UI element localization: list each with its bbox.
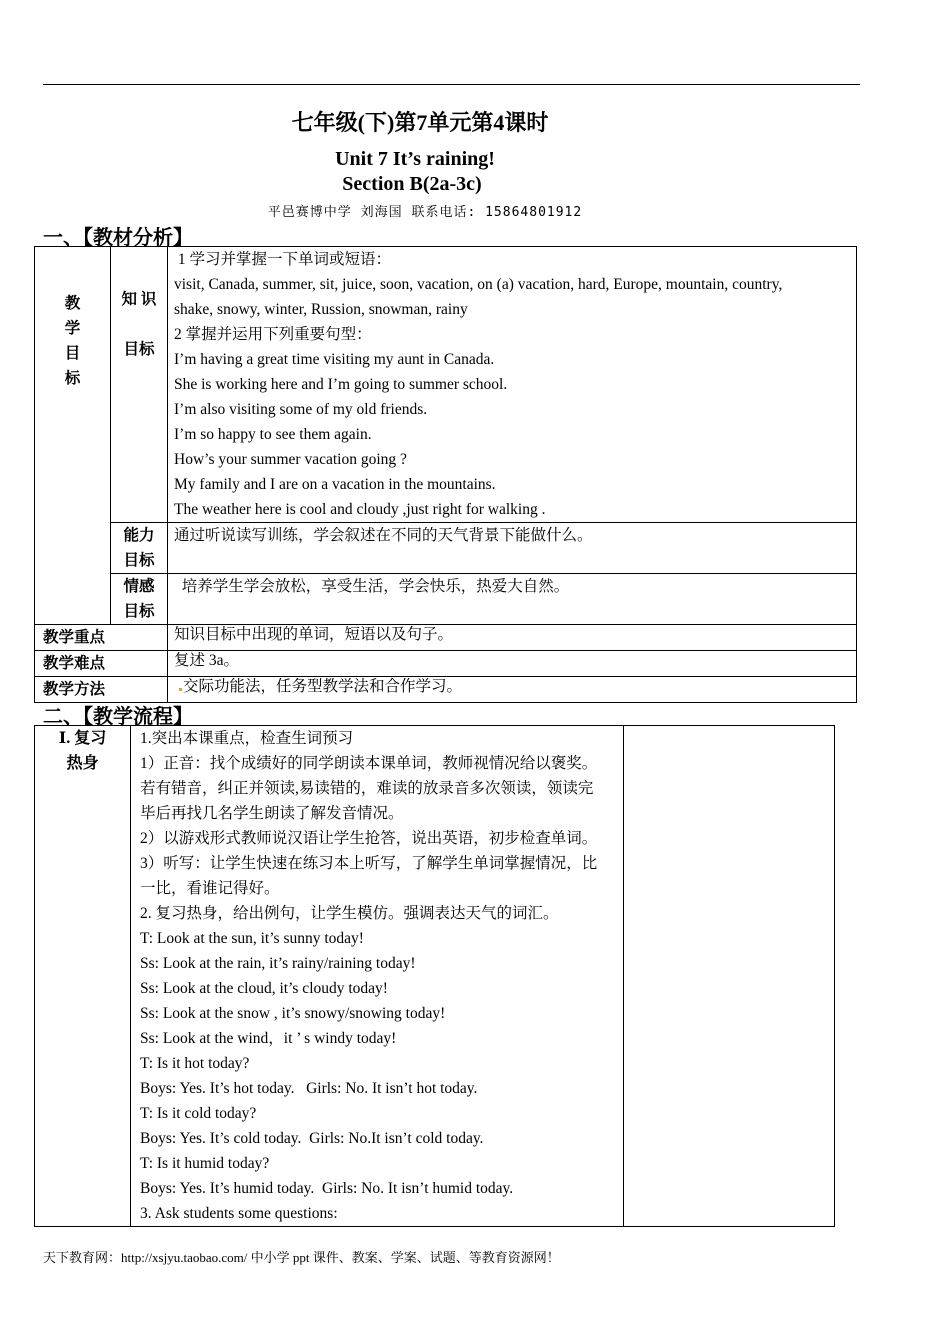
knowledge-line: 2 掌握并运用下列重要句型： bbox=[174, 326, 372, 343]
knowledge-line: She is working here and I’m going to summer school. bbox=[174, 376, 508, 393]
ability-goal-content: 通过听说读写训练，学会叙述在不同的天气背景下能做什么。 bbox=[168, 523, 857, 574]
procedure-line: 一比，看谁记得好。 bbox=[140, 880, 280, 897]
method-label: 教学方法 bbox=[35, 677, 168, 703]
ability-label-1: 能力 bbox=[123, 527, 155, 544]
mark-dot bbox=[179, 688, 182, 691]
knowledge-line: shake, snowy, winter, Russion, snowman, rainy bbox=[174, 301, 468, 318]
emotion-goal-label bbox=[111, 574, 168, 625]
procedure-line: T: Is it cold today? bbox=[140, 1105, 261, 1122]
key-point-content: 知识目标中出现的单词，短语以及句子。 bbox=[168, 625, 857, 651]
step-label-1: Ⅰ. 复习 bbox=[58, 730, 107, 747]
procedure-line: Boys: Yes. It’s cold today. Girls: No.It isn’t cold today. bbox=[140, 1130, 484, 1147]
step-label-2: 热身 bbox=[66, 755, 99, 772]
knowledge-line: The weather here is cool and cloudy ,just right for walking . bbox=[174, 501, 546, 518]
teaching-goals-text: 教学目标 bbox=[64, 295, 81, 387]
procedure-content bbox=[131, 726, 624, 1227]
header-rule bbox=[43, 84, 860, 85]
lesson-title: 七年级(下)第7单元第4课时 bbox=[291, 110, 549, 135]
author-line: 平邑赛博中学 刘海国 联系电话: 15864801912 bbox=[267, 205, 583, 220]
method-text: 交际功能法，任务型教学法和合作学习。 bbox=[183, 678, 463, 695]
knowledge-line: visit, Canada, summer, sit, juice, soon, vacation, on (a) vacation, hard, Europe, mountain, country, bbox=[174, 276, 783, 293]
procedure-line: 若有错音，纠正并领读,易读错的，难读的放录音多次领读，领读完 bbox=[140, 780, 594, 797]
knowledge-line: My family and I are on a vacation in the mountains. bbox=[174, 476, 496, 493]
knowledge-line: How’s your summer vacation going ? bbox=[174, 451, 407, 468]
knowledge-line: 1 学习并掌握一下单词或短语： bbox=[174, 251, 392, 268]
part1-heading: 一、【教材分析】 bbox=[43, 227, 193, 249]
procedure-line: 毕后再找几名学生朗读了解发音情况。 bbox=[140, 805, 404, 822]
knowledge-line: I’m having a great time visiting my aunt in Canada. bbox=[174, 351, 495, 368]
teaching-goals-label bbox=[35, 247, 111, 625]
procedure-line: T: Is it hot today? bbox=[140, 1055, 250, 1072]
procedure-line: Boys: Yes. It’s humid today. Girls: No. It isn’t humid today. bbox=[140, 1180, 514, 1197]
step-label bbox=[35, 726, 131, 1227]
procedure-line: 1）正音：找个成绩好的同学朗读本课单词，教师视情况给以褒奖。 bbox=[140, 755, 598, 772]
knowledge-label-1: 知 识 bbox=[121, 291, 157, 308]
difficulty-content: 复述 3a。 bbox=[168, 651, 857, 677]
procedure-line: 3. Ask students some questions: bbox=[140, 1205, 338, 1222]
ability-label-2: 目标 bbox=[123, 552, 155, 569]
emotion-label-2: 目标 bbox=[123, 603, 155, 620]
knowledge-line: I’m also visiting some of my old friends. bbox=[174, 401, 428, 418]
procedure-line: Ss: Look at the cloud, it’s cloudy today! bbox=[140, 980, 388, 997]
procedure-table bbox=[34, 725, 835, 1227]
procedure-line: 2）以游戏形式教师说汉语让学生抢答，说出英语，初步检查单词。 bbox=[140, 830, 598, 847]
procedure-line: 3）听写：让学生快速在练习本上听写，了解学生单词掌握情况，比 bbox=[140, 855, 598, 872]
emotion-label-1: 情感 bbox=[123, 578, 155, 595]
method-content bbox=[168, 677, 857, 703]
knowledge-line: I’m so happy to see them again. bbox=[174, 426, 372, 443]
procedure-line: Boys: Yes. It’s hot today. Girls: No. It isn’t hot today. bbox=[140, 1080, 478, 1097]
knowledge-goal-label bbox=[111, 247, 168, 523]
procedure-line: 1.突出本课重点，检查生词预习 bbox=[140, 730, 354, 747]
procedure-line: Ss: Look at the snow , it’s snowy/snowing today! bbox=[140, 1005, 446, 1022]
section-title: Section B(2a-3c) bbox=[342, 173, 482, 195]
ability-goal-label bbox=[111, 523, 168, 574]
unit-title: Unit 7 It’s raining! bbox=[335, 148, 495, 170]
analysis-table bbox=[34, 246, 857, 703]
knowledge-label-2: 目标 bbox=[123, 341, 155, 358]
emotion-goal-content: 培养学生学会放松，享受生活，学会快乐，热爱大自然。 bbox=[168, 574, 857, 625]
procedure-line: Ss: Look at the wind，it ’ s windy today! bbox=[140, 1030, 397, 1047]
procedure-line: T: Look at the sun, it’s sunny today! bbox=[140, 930, 364, 947]
procedure-line: 2. 复习热身，给出例句，让学生模仿。强调表达天气的词汇。 bbox=[140, 905, 559, 922]
key-point-label: 教学重点 bbox=[35, 625, 168, 651]
procedure-line: Ss: Look at the rain, it’s rainy/raining today! bbox=[140, 955, 416, 972]
knowledge-goal-content bbox=[168, 247, 857, 523]
page-footer: 天下教育网：http://xsjyu.taobao.com/ 中小学 ppt 课件、教案、学案、试题、等教育资源网！ bbox=[43, 1250, 560, 1265]
difficulty-label: 教学难点 bbox=[35, 651, 168, 677]
part2-heading: 二、【教学流程】 bbox=[43, 706, 193, 728]
notes-column bbox=[624, 726, 835, 1227]
procedure-line: T: Is it humid today? bbox=[140, 1155, 270, 1172]
